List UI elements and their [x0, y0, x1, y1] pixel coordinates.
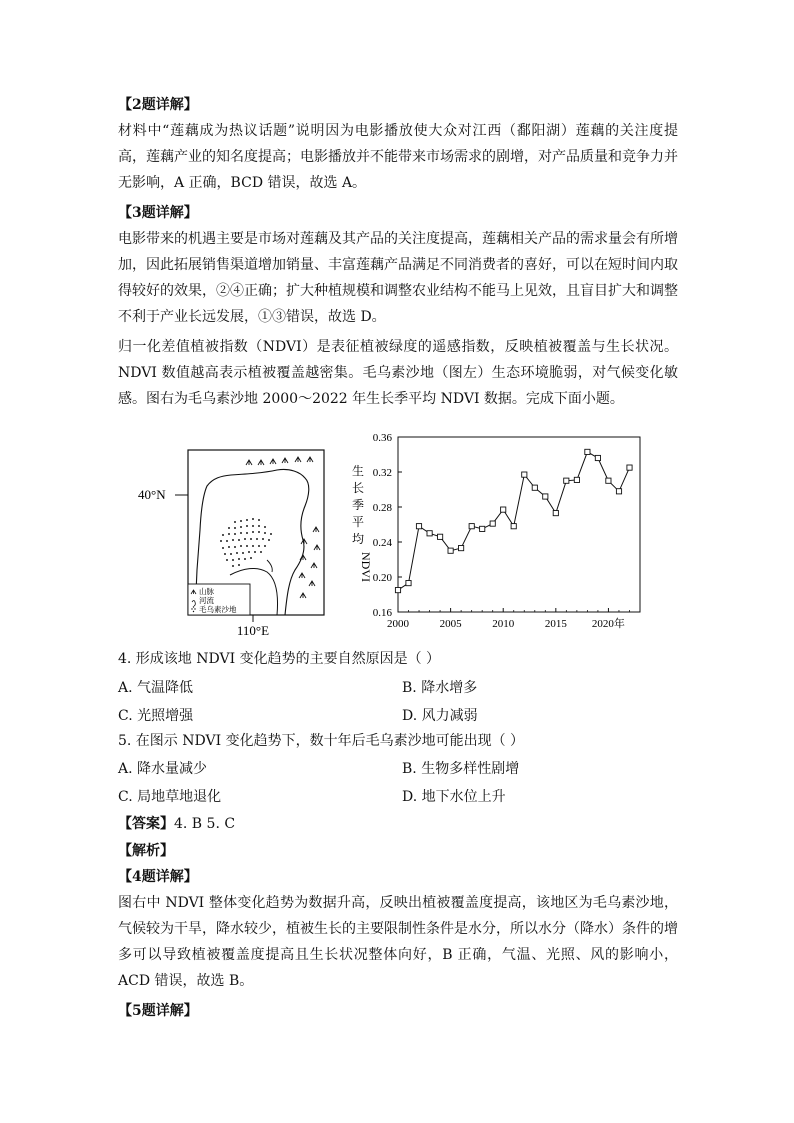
chart-axes	[398, 437, 640, 612]
ndvi-point	[627, 465, 632, 470]
ndvi-point	[427, 531, 432, 536]
ndvi-point	[501, 507, 506, 512]
x-tick-label: 2000	[387, 618, 409, 630]
ndvi-point	[469, 524, 474, 529]
longitude-label: 110°E	[236, 623, 270, 638]
q3-explanation: 电影带来的机遇主要是市场对莲藕及其产品的关注度提高，莲藕相关产品的需求量会有所增加，因此拓展销售渠道增加销量、丰富莲藕产品满足不同消费者的喜好，可以在短时间内取得较好的效果，②④正确；扩大种植规模和调整农业结构不能马上见效，且盲目扩大和调整不利于产业长远发展，①③错误，故选 D。	[118, 231, 678, 325]
legend-mountain-label: 山脉	[199, 587, 214, 596]
legend-river-label: 河流	[199, 596, 214, 605]
ndvi-point	[522, 472, 527, 477]
question-4-option-d: D. 风力减弱	[402, 708, 478, 724]
ndvi-series-line	[398, 452, 630, 590]
legend-sandy-label: 毛乌素沙地	[199, 605, 237, 614]
ndvi-point	[543, 494, 548, 499]
ndvi-point	[448, 548, 453, 553]
answer-text: 4. B 5. C	[174, 816, 236, 832]
q3-header: 【3题详解】	[118, 205, 198, 221]
question-5-option-c: C. 局地草地退化	[118, 789, 222, 805]
y-tick-label: 0.24	[372, 537, 392, 549]
ndvi-series-points	[395, 449, 632, 592]
tributary-river	[267, 560, 272, 572]
q4-explanation: 图右中 NDVI 整体变化趋势为数据升高，反映出植被覆盖度提高，该地区为毛乌素沙地，气候较为干旱，降水较少，植被生长的主要限制性条件是水分，所以水分（降水）条件的增多可以导致植被覆盖度提高且生长状况整体向好，B 正确，气温、光照、风的影响小，ACD 错误，故选 B。	[118, 895, 678, 989]
ndvi-point	[438, 534, 443, 539]
x-tick-label: 2010	[492, 618, 515, 630]
ndvi-point	[606, 478, 611, 483]
y-tick-label: 0.20	[372, 572, 392, 584]
q4-header: 【4题详解】	[118, 869, 198, 885]
x-tick-label: 2005	[439, 618, 462, 630]
chart-tick-labels	[373, 432, 625, 630]
answer-label: 【答案】	[118, 816, 174, 832]
question-5-option-b: B. 生物多样性剧增	[402, 761, 520, 777]
ndvi-point	[553, 511, 558, 516]
y-tick-label: 0.32	[372, 467, 392, 479]
y-axis-title-char: 季	[351, 498, 365, 512]
ndvi-point	[585, 449, 590, 454]
ndvi-point	[416, 524, 421, 529]
y-tick-label: 0.16	[372, 607, 392, 619]
latitude-label: 40°N	[138, 487, 166, 502]
ndvi-point	[490, 521, 495, 526]
ndvi-point	[595, 455, 600, 460]
ndvi-point	[532, 485, 537, 490]
question-4-option-a: A. 气温降低	[118, 680, 194, 696]
ndvi-point	[459, 546, 464, 551]
question-4-option-c: C. 光照增强	[118, 708, 194, 724]
ndvi-point	[616, 489, 621, 494]
q2-explanation: 材料中“莲藕成为热议话题”说明因为电影播放使大众对江西（鄱阳湖）莲藕的关注度提高，莲藕产业的知名度提高；电影播放并不能带来市场需求的剧增，对产品质量和竞争力并无影响，A 正确，BCD 错误，故选 A。	[118, 123, 678, 191]
mountain-symbols	[246, 457, 320, 598]
ndvi-intro-paragraph: 归一化差值植被指数（NDVI）是表征植被绿度的遥感指数，反映植被覆盖与生长状况。NDVI 数值越高表示植被覆盖越密集。毛乌素沙地（图左）生态环境脆弱，对气候变化敏感。图右为毛乌素沙地 2000～2022 年生长季平均 NDVI 数据。完成下面小题。	[118, 339, 678, 407]
question-4-stem: 4. 形成该地 NDVI 变化趋势的主要自然原因是（ ）	[118, 651, 441, 667]
sandy-land-dots	[220, 518, 272, 567]
ndvi-point	[395, 588, 400, 593]
ndvi-point	[511, 524, 516, 529]
question-4-option-b: B. 降水增多	[402, 680, 478, 696]
y-axis-title-char: 平	[351, 515, 365, 529]
ndvi-point	[480, 526, 485, 531]
chart-y-axis-title	[352, 463, 373, 582]
y-axis-title-char: 长	[351, 481, 365, 495]
analysis-header: 【解析】	[118, 843, 174, 859]
question-5-option-a: A. 降水量减少	[118, 761, 208, 777]
q2-header: 【2题详解】	[118, 97, 198, 113]
ndvi-point	[564, 478, 569, 483]
question-5-stem: 5. 在图示 NDVI 变化趋势下，数十年后毛乌素沙地可能出现（ ）	[118, 733, 525, 749]
mu-us-sandy-land-map	[135, 440, 330, 640]
ndvi-point	[574, 477, 579, 482]
y-axis-title-char: 生	[351, 464, 365, 478]
x-tick-label: 2015	[544, 618, 567, 630]
y-axis-title-ndvi: NDVI	[359, 552, 373, 582]
x-tick-label: 2020年	[591, 618, 625, 630]
y-tick-label: 0.36	[372, 432, 392, 444]
q5-header: 【5题详解】	[118, 1003, 198, 1019]
answer-line	[118, 813, 235, 835]
ndvi-line-chart	[340, 425, 650, 635]
question-5-option-d: D. 地下水位上升	[402, 789, 506, 805]
plot-frame	[398, 437, 640, 612]
y-tick-label: 0.28	[372, 502, 392, 514]
y-axis-title-char: 均	[351, 532, 365, 546]
ndvi-point	[406, 581, 411, 586]
